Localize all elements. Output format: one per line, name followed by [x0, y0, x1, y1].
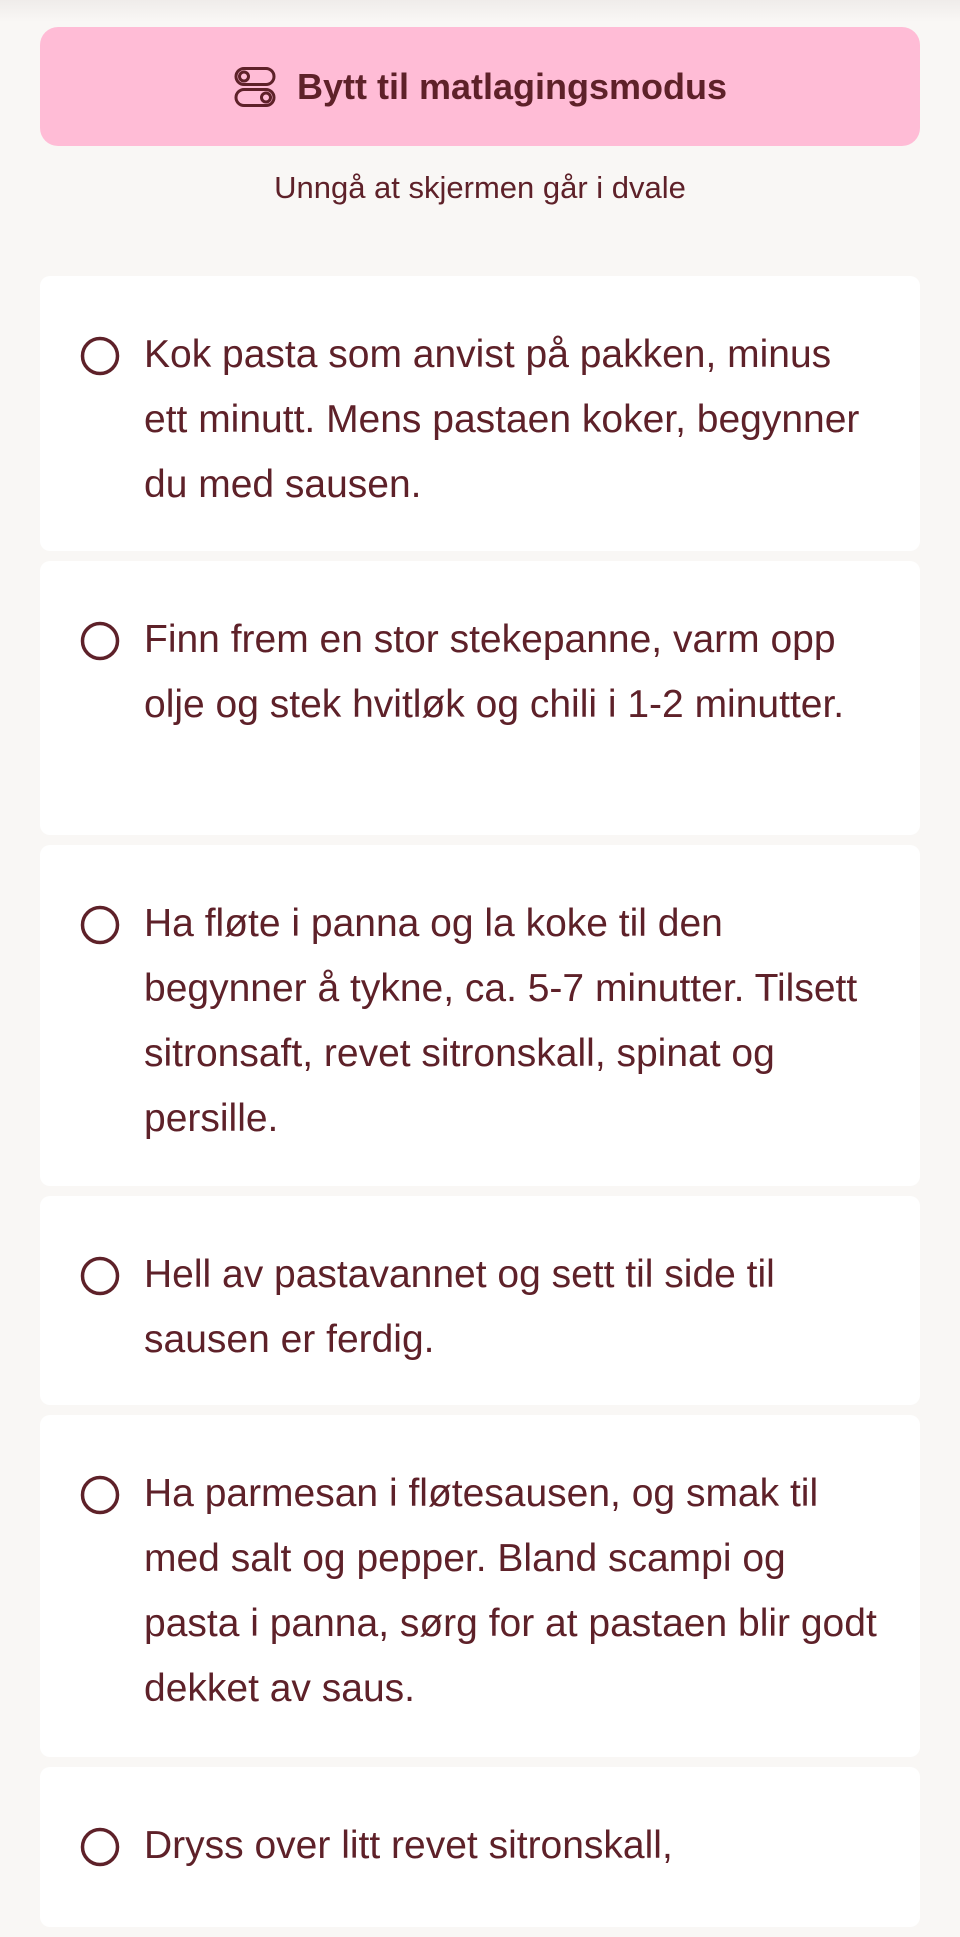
checkbox-circle-icon[interactable] [80, 905, 120, 945]
step-text: Ha fløte i panna og la koke til den begynner å tykne, ca. 5-7 minutter. Tilsett sitronsaft, revet sitronskall, spinat og persille. [144, 902, 858, 1140]
toggle-switch-icon [233, 66, 277, 108]
step-text: Dryss over litt revet sitronskall, [144, 1824, 673, 1867]
step-card[interactable] [40, 1415, 920, 1757]
step-card[interactable] [40, 845, 920, 1186]
step-text: Ha parmesan i fløtesausen, og smak til med salt og pepper. Bland scampi og pasta i panna, sørg for at pastaen blir godt dekket av saus. [144, 1472, 877, 1710]
checkbox-circle-icon[interactable] [80, 1256, 120, 1296]
checkbox-circle-icon[interactable] [80, 1827, 120, 1867]
cook-mode-note: Unngå at skjermen går i dvale [274, 170, 686, 205]
checkbox-circle-icon[interactable] [80, 621, 120, 661]
step-text: Finn frem en stor stekepanne, varm opp olje og stek hvitløk og chili i 1-2 minutter. [144, 618, 845, 726]
cook-mode-label: Bytt til matlagingsmodus [296, 65, 728, 107]
step-card[interactable] [40, 276, 920, 551]
top-shade [0, 0, 960, 22]
step-card[interactable] [40, 561, 920, 835]
step-card[interactable] [40, 1196, 920, 1405]
step-text: Kok pasta som anvist på pakken, minus ett minutt. Mens pastaen koker, begynner du med sausen. [144, 333, 860, 506]
cook-mode-button[interactable] [40, 27, 920, 146]
checkbox-circle-icon[interactable] [80, 1475, 120, 1515]
step-card[interactable] [40, 1767, 920, 1927]
step-text: Hell av pastavannet og sett til side til sausen er ferdig. [144, 1253, 775, 1361]
checkbox-circle-icon[interactable] [80, 336, 120, 376]
instruction-steps [40, 276, 920, 1937]
